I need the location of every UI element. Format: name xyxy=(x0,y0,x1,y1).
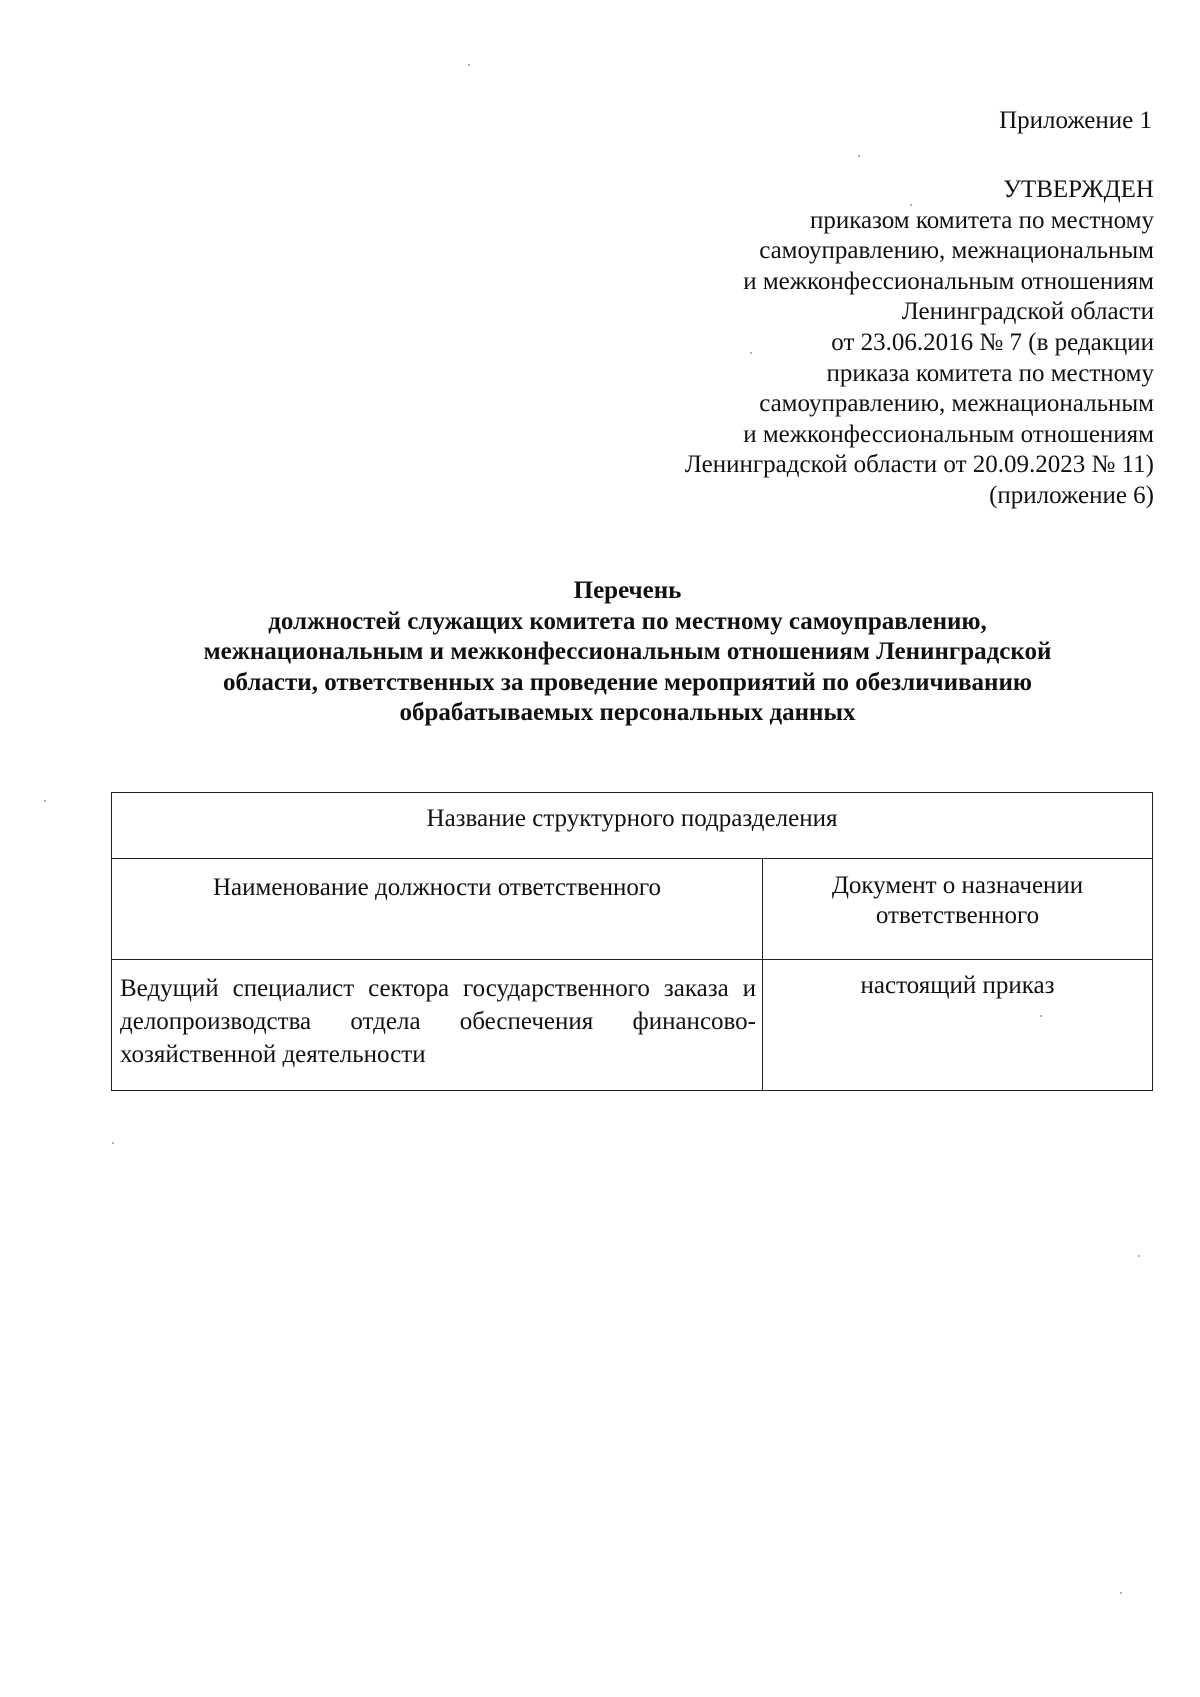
department-header-cell: Название структурного подразделения xyxy=(112,793,1153,859)
scan-speck xyxy=(44,800,46,802)
approval-line: Ленинградской области от 20.09.2023 № 11) xyxy=(684,451,1154,479)
scan-speck xyxy=(468,64,470,66)
approval-line: приказом комитета по местному xyxy=(809,206,1154,234)
approval-line: приказа комитета по местному xyxy=(826,359,1154,387)
scan-speck xyxy=(1120,1592,1122,1594)
title-line: должностей служащих комитета по местному самоуправлению, xyxy=(268,607,987,635)
scan-speck xyxy=(910,204,912,206)
table-row xyxy=(112,960,1153,1091)
scan-speck xyxy=(750,352,752,354)
column-header-position: Наименование должности ответственного xyxy=(112,859,763,960)
department-header-row xyxy=(112,793,1153,859)
position-cell: Ведущий специалист сектора государственного заказа и делопроизводства отдела обеспечения финансово-хозяйственной деятельности xyxy=(112,960,763,1091)
title-heading: Перечень xyxy=(573,577,682,604)
title-line: межнациональным и межконфессиональным отношениям Ленинградской xyxy=(203,638,1052,665)
approval-line: и межконфессиональным отношениям xyxy=(743,420,1154,448)
annex-label: Приложение 1 xyxy=(999,107,1152,134)
approval-line: (приложение 6) xyxy=(989,481,1154,509)
scan-speck xyxy=(112,1142,114,1144)
column-header-document: Документ о назначении ответственного xyxy=(763,859,1153,960)
column-header-row xyxy=(112,859,1153,960)
approval-heading: УТВЕРЖДЕН xyxy=(1003,176,1154,203)
scan-speck xyxy=(1040,1015,1042,1017)
title-line: обрабатываемых персональных данных xyxy=(399,699,856,726)
approval-line: самоуправлению, межнациональным xyxy=(759,390,1154,418)
title-line: области, ответственных за проведение мероприятий по обезличиванию xyxy=(223,668,1032,696)
scan-speck xyxy=(858,155,860,157)
approval-line: от 23.06.2016 № 7 (в редакции xyxy=(831,328,1154,356)
positions-table xyxy=(111,792,1153,1091)
approval-line: самоуправлению, межнациональным xyxy=(759,237,1154,265)
document-cell: настоящий приказ xyxy=(763,960,1153,1091)
approval-line: и межконфессиональным отношениям xyxy=(743,267,1154,295)
approval-block xyxy=(514,175,1154,512)
approval-line: Ленинградской области xyxy=(901,298,1154,326)
scan-speck xyxy=(1138,1255,1140,1257)
document-title xyxy=(100,576,1155,729)
